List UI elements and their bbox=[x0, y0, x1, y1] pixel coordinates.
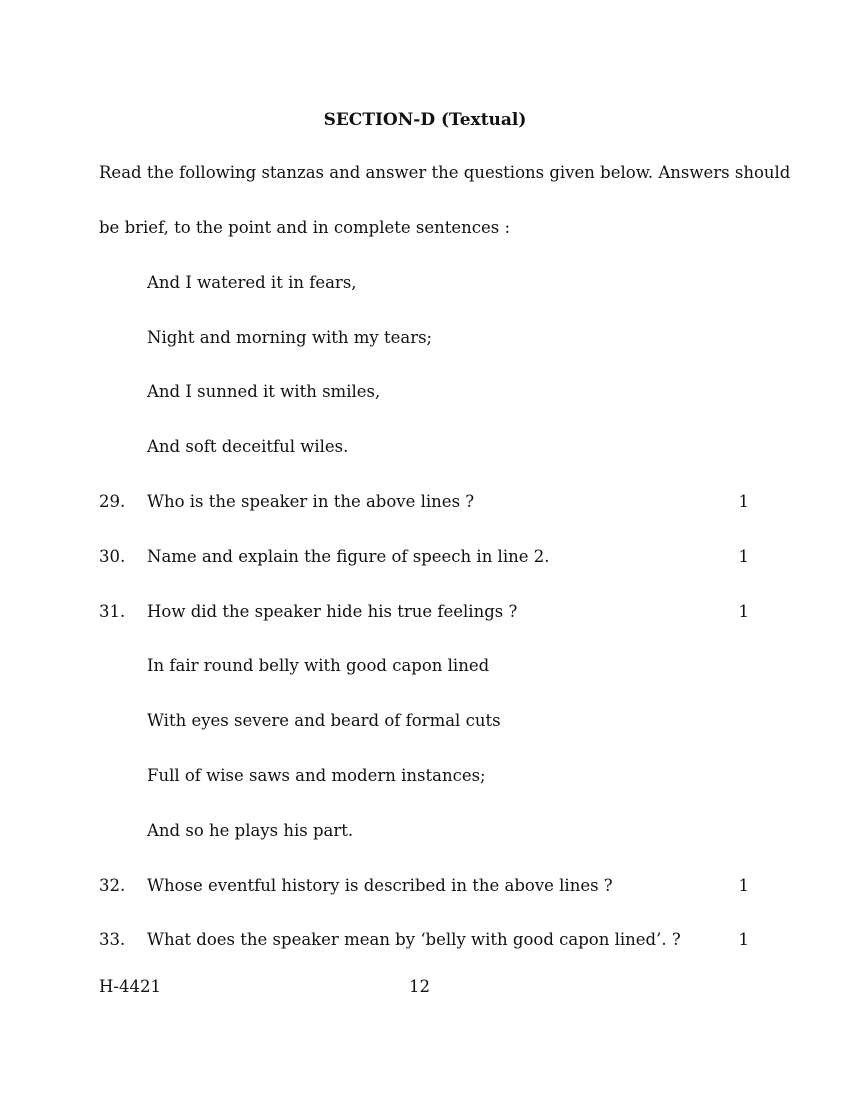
question-marks: 1 bbox=[738, 547, 749, 566]
question-text: Who is the speaker in the above lines ? bbox=[147, 492, 475, 511]
stanza-line: With eyes severe and beard of formal cuts bbox=[147, 711, 501, 730]
question-text: Whose eventful history is described in the above lines ? bbox=[147, 876, 613, 895]
question-marks: 1 bbox=[738, 930, 749, 949]
paper-code: H-4421 bbox=[99, 977, 161, 996]
question-marks: 1 bbox=[738, 492, 749, 511]
page-number: 12 bbox=[409, 977, 430, 996]
stanza-line: And soft deceitful wiles. bbox=[147, 437, 349, 456]
stanza-line: And I watered it in fears, bbox=[147, 273, 357, 292]
question-text: Name and explain the figure of speech in line 2. bbox=[147, 547, 550, 566]
stanza-line: Full of wise saws and modern instances; bbox=[147, 766, 486, 785]
section-title: SECTION-D (Textual) bbox=[323, 110, 527, 130]
question-marks: 1 bbox=[738, 876, 749, 895]
stanza-line: Night and morning with my tears; bbox=[147, 328, 433, 347]
question-number: 30. bbox=[99, 547, 126, 566]
instruction-line-1: Read the following stanzas and answer the questions given below. Answers should bbox=[99, 163, 791, 182]
instruction-line-2: be brief, to the point and in complete sentences : bbox=[99, 218, 511, 237]
question-marks: 1 bbox=[738, 602, 749, 621]
question-text: What does the speaker mean by ‘belly with good capon lined’. ? bbox=[147, 930, 681, 949]
stanza-line: In fair round belly with good capon lined bbox=[147, 656, 490, 675]
question-text: How did the speaker hide his true feelings ? bbox=[147, 602, 518, 621]
question-number: 32. bbox=[99, 876, 126, 895]
stanza-line: And I sunned it with smiles, bbox=[147, 382, 381, 401]
stanza-line: And so he plays his part. bbox=[147, 821, 354, 840]
question-number: 33. bbox=[99, 930, 126, 949]
question-number: 31. bbox=[99, 602, 126, 621]
question-number: 29. bbox=[99, 492, 126, 511]
